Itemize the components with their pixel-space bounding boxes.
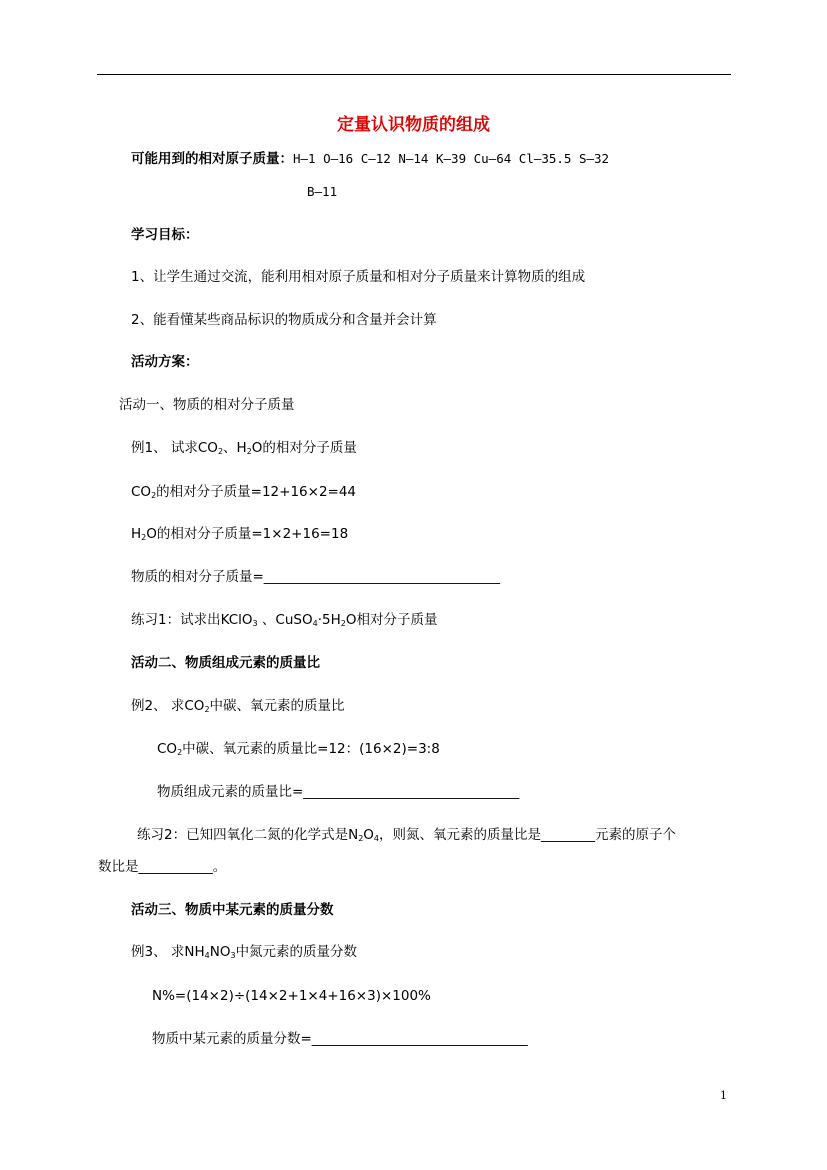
atomic-mass-values: H—1 O—16 C—12 N—14 K—39 Cu—64 Cl—35.5 S—32	[293, 151, 610, 166]
activity3-heading: 活动三、物质中某元素的质量分数	[131, 902, 334, 918]
atomic-mass-label: 可能用到的相对原子质量：	[131, 151, 293, 167]
relative-molecular-mass-formula: 物质的相对分子质量=___________________________________	[131, 569, 501, 585]
co2-calculation: $CO_2$的相对分子质量=12+16×2=44	[131, 484, 357, 500]
practice-2: 练习2：已知四氧化二氮的化学式是$N_2O_4$，则氮、氧元素的质量比是________元素的原子个	[137, 827, 677, 843]
activity1-heading: 活动一、物质的相对分子质量	[119, 397, 295, 413]
h2o-calculation: $H_2O$的相对分子质量=1×2+16=18	[131, 526, 349, 542]
activity2-heading: 活动二、物质组成元素的质量比	[131, 655, 320, 671]
page-title: 定量认识物质的组成	[337, 115, 490, 135]
mass-ratio-calculation: $CO_2$中碳、氧元素的质量比=12：(16×2)=3:8	[157, 741, 440, 757]
mass-ratio-formula: 物质组成元素的质量比=________________________________	[157, 784, 520, 800]
plan-heading: 活动方案：	[131, 354, 199, 370]
mass-fraction-calculation: N%=(14×2)÷(14×2+1×4+16×3)×100%	[152, 988, 431, 1004]
atomic-mass-values-2: B—11	[307, 184, 338, 199]
objective-2: 2、能看懂某些商品标识的物质成分和含量并会计算	[131, 312, 437, 328]
atomic-mass-line	[131, 150, 609, 168]
header-rule	[97, 74, 731, 75]
practice-1: 练习1：试求出KClO$_3$ 、$CuSO_4\cdot 5H_2O$相对分子质量	[131, 612, 438, 628]
objective-1: 1、让学生通过交流，能利用相对原子质量和相对分子质量来计算物质的组成	[131, 269, 586, 285]
objectives-heading: 学习目标：	[131, 227, 199, 243]
example-1: 例1、 试求$CO_2$、$H_2O$的相对分子质量	[131, 440, 357, 456]
page-number: 1	[720, 1089, 727, 1102]
practice-2-continued: 数比是___________。	[98, 859, 227, 875]
example-3: 例3、 求$NH_4NO_3$中氮元素的质量分数	[131, 944, 358, 960]
example-2: 例2、 求$CO_2$中碳、氧元素的质量比	[131, 698, 345, 714]
mass-fraction-formula: 物质中某元素的质量分数=________________________________	[152, 1031, 528, 1047]
